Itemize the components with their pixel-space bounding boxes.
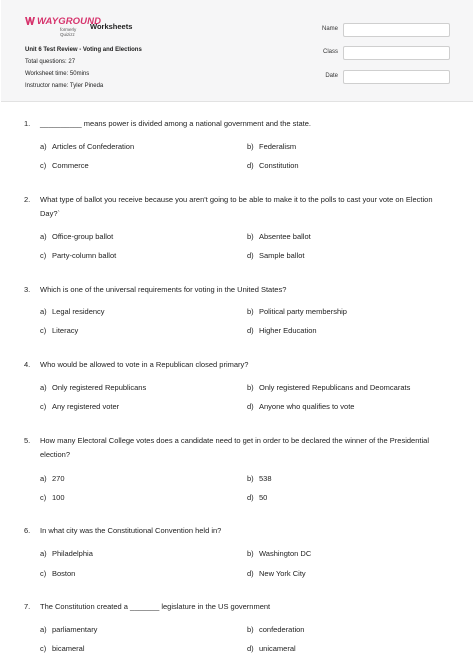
question-text: How many Electoral College votes does a candidate need to get in order to be declared the winner of the Presidential election? — [40, 436, 429, 459]
name-label: Name — [321, 26, 338, 32]
question-number: 5. — [24, 436, 31, 445]
class-field[interactable] — [343, 46, 450, 60]
option-b[interactable]: b) 538 — [247, 474, 272, 483]
option-a[interactable]: a) parliamentary — [40, 625, 98, 634]
question-text: __________ means power is divided among a national government and the state. — [40, 119, 312, 128]
instructor-name: Instructor name: Tyler Pineda — [25, 83, 104, 89]
name-field[interactable] — [343, 23, 450, 37]
question-text: What type of ballot you receive because you aren't going to be able to make it to the polls to cast your vote on Election Day?` — [40, 195, 433, 218]
option-c[interactable]: c) Commerce — [40, 161, 89, 170]
brand-logo — [25, 15, 102, 37]
option-c[interactable]: c) Boston — [40, 569, 76, 578]
option-c[interactable]: c) bicameral — [40, 644, 85, 653]
date-field[interactable] — [343, 70, 450, 84]
question-text: Which is one of the universal requirements for voting in the United States? — [40, 285, 287, 294]
question-number: 7. — [24, 602, 31, 611]
question-text: Who would be allowed to vote in a Republican closed primary? — [40, 360, 249, 369]
total-questions: Total questions: 27 — [25, 59, 76, 65]
option-c[interactable]: c) Literacy — [40, 326, 79, 335]
section-label: Worksheets — [90, 22, 133, 31]
class-label: Class — [322, 49, 338, 55]
option-c[interactable]: c) Party-column ballot — [40, 251, 117, 260]
option-d[interactable]: d) 50 — [247, 493, 268, 502]
option-b[interactable]: b) Only registered Republicans and Deomcarats — [247, 383, 411, 392]
worksheet-header — [1, 0, 473, 102]
brand-name: WAYGROUND — [37, 16, 102, 27]
option-b[interactable]: b) Absentee ballot — [247, 232, 311, 241]
option-a[interactable]: a) Office-group ballot — [40, 232, 114, 241]
question-number: 2. — [24, 195, 31, 204]
option-a[interactable]: a) 270 — [40, 474, 65, 483]
question-number: 1. — [24, 119, 31, 128]
option-d[interactable]: d) Higher Education — [247, 326, 317, 335]
option-d[interactable]: d) Anyone who qualifies to vote — [247, 402, 355, 411]
worksheet-time: Worksheet time: 50mins — [25, 71, 90, 77]
question-text: The Constitution created a _______ legislature in the US government — [40, 602, 271, 611]
worksheet-info — [25, 44, 142, 92]
date-label: Date — [325, 73, 338, 79]
option-d[interactable]: d) New York City — [247, 569, 306, 578]
brand-tagline: formerly Quizizz — [60, 27, 77, 37]
option-a[interactable]: a) Articles of Confederation — [40, 142, 135, 151]
option-a[interactable]: a) Only registered Republicans — [40, 383, 147, 392]
option-a[interactable]: a) Legal residency — [40, 307, 105, 316]
option-b[interactable]: b) Political party membership — [247, 307, 347, 316]
question-text: In what city was the Constitutional Convention held in? — [40, 526, 222, 535]
logo-mark — [25, 15, 102, 37]
option-c[interactable]: c) Any registered voter — [40, 402, 120, 411]
option-b[interactable]: b) Federalism — [247, 142, 297, 151]
option-d[interactable]: d) unicameral — [247, 644, 296, 653]
option-d[interactable]: d) Sample ballot — [247, 251, 305, 260]
option-d[interactable]: d) Constitution — [247, 161, 299, 170]
question-number: 4. — [24, 360, 31, 369]
option-b[interactable]: b) Washington DC — [247, 549, 312, 558]
question-number: 3. — [24, 285, 31, 294]
option-c[interactable]: c) 100 — [40, 493, 65, 502]
question-number: 6. — [24, 526, 31, 535]
option-b[interactable]: b) confederation — [247, 625, 305, 634]
wayground-logo-icon — [25, 16, 37, 26]
worksheet-title: Unit 6 Test Review - Voting and Elections — [25, 47, 142, 53]
option-a[interactable]: a) Philadelphia — [40, 549, 93, 558]
